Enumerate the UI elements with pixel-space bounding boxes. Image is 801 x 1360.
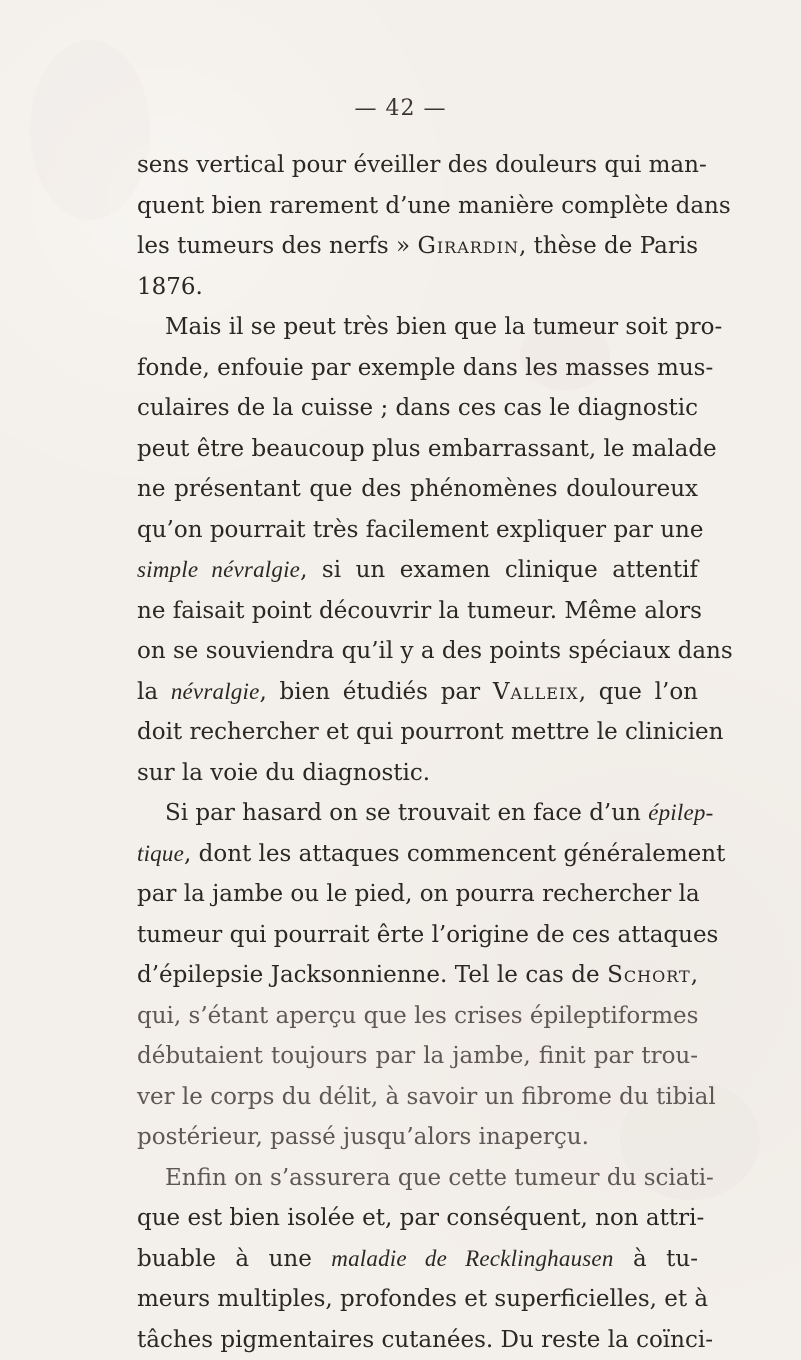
paragraph — [137, 307, 698, 793]
text-segment: les tumeurs des nerfs » — [137, 233, 417, 259]
author-name: Valleix — [493, 679, 579, 705]
italic-term: tique — [137, 841, 184, 866]
text-line: postérieur, passé jusqu’alors inaperçu. — [137, 1117, 698, 1158]
author-name: Schort — [607, 962, 691, 988]
text-line: ne présentant que des phénomènes douloureux — [137, 469, 698, 510]
body-text — [137, 145, 698, 1360]
paragraph — [137, 1158, 698, 1360]
paper-smudge — [30, 40, 150, 220]
text-line: sens vertical pour éveiller des douleurs qui man- — [137, 145, 698, 186]
text-segment: à tu- — [614, 1246, 698, 1272]
text-line — [137, 955, 698, 996]
text-line: tâches pigmentaires cutanées. Du reste la coïnci- — [137, 1320, 698, 1360]
text-line: doit rechercher et qui pourront mettre le clinicien — [137, 712, 698, 753]
text-line: ver le corps du délit, à savoir un fibrome du tibial — [137, 1077, 698, 1118]
text-line: qu’on pourrait très facilement expliquer par une — [137, 510, 698, 551]
text-segment: buable à une — [137, 1246, 331, 1272]
text-line — [137, 793, 698, 834]
italic-term: simple névralgie — [137, 557, 300, 582]
text-line: Mais il se peut très bien que la tumeur soit pro- — [137, 307, 698, 348]
text-segment: , dont les attaques commencent généralement — [184, 841, 725, 867]
paragraph — [137, 145, 698, 307]
text-segment: , que l’on — [579, 679, 698, 705]
text-segment: , thèse de Paris — [519, 233, 698, 259]
text-line: culaires de la cuisse ; dans ces cas le diagnostic — [137, 388, 698, 429]
text-line: on se souviendra qu’il y a des points spéciaux dans — [137, 631, 698, 672]
paragraph — [137, 793, 698, 1158]
text-line: sur la voie du diagnostic. — [137, 753, 698, 794]
text-line — [137, 226, 698, 267]
text-segment: la — [137, 679, 171, 705]
author-name: Girardin — [417, 233, 519, 259]
text-line: qui, s’étant aperçu que les crises épileptiformes — [137, 996, 698, 1037]
text-line — [137, 672, 698, 713]
text-line: fonde, enfouie par exemple dans les masses mus- — [137, 348, 698, 389]
text-line: Enfin on s’assurera que cette tumeur du sciati- — [137, 1158, 698, 1199]
italic-term: névralgie — [171, 679, 260, 704]
text-line: que est bien isolée et, par conséquent, non attri- — [137, 1198, 698, 1239]
text-line — [137, 834, 698, 875]
text-line: par la jambe ou le pied, on pourra rechercher la — [137, 874, 698, 915]
text-line: débutaient toujours par la jambe, finit par trou- — [137, 1036, 698, 1077]
text-segment: , — [691, 962, 698, 988]
text-line: 1876. — [137, 267, 698, 308]
text-line — [137, 550, 698, 591]
italic-term: épilep- — [648, 800, 713, 825]
text-line: peut être beaucoup plus embarrassant, le malade — [137, 429, 698, 470]
italic-term: maladie de Recklinghausen — [331, 1246, 613, 1271]
text-line — [137, 1239, 698, 1280]
text-segment: d’épilepsie Jacksonnienne. Tel le cas de — [137, 962, 607, 988]
page-number: — 42 — — [0, 96, 801, 121]
text-line: tumeur qui pourrait êrte l’origine de ces attaques — [137, 915, 698, 956]
text-segment: Si par hasard on se trouvait en face d’un — [165, 800, 648, 826]
text-segment: , si un examen clinique attentif — [300, 557, 698, 583]
text-line: quent bien rarement d’une manière complète dans — [137, 186, 698, 227]
text-line: ne faisait point découvrir la tumeur. Même alors — [137, 591, 698, 632]
text-line: meurs multiples, profondes et superficielles, et à — [137, 1279, 698, 1320]
text-segment: , bien étudiés par — [260, 679, 493, 705]
